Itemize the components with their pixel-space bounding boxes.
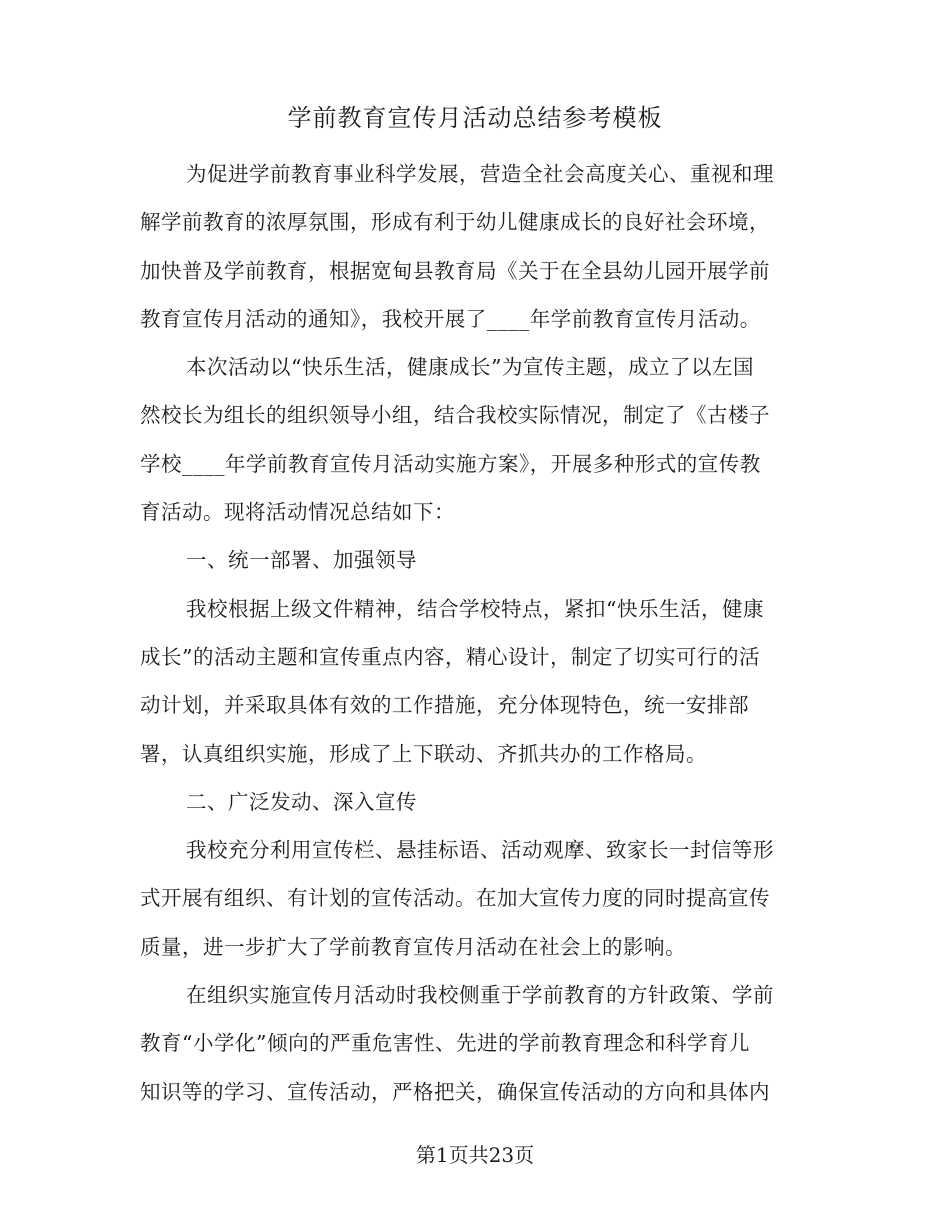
- text-line: 式开展有组织、有计划的宣传活动。在加大宣传力度的同时提高宣传: [140, 886, 770, 911]
- text-line: 教育宣传月活动的通知》，我校开展了____年学前教育宣传月活动。: [140, 306, 761, 331]
- text-line: 知识等的学习、宣传活动，严格把关，确保宣传活动的方向和具体内: [140, 1079, 770, 1104]
- document-body: [140, 150, 805, 1116]
- text-line: 本次活动以“快乐生活，健康成长”为宣传主题，成立了以左国: [186, 355, 754, 380]
- section-heading: 二、广泛发动、深入宣传: [186, 789, 417, 814]
- text-line: 然校长为组长的组织领导小组，结合我校实际情况，制定了《古楼子: [140, 403, 770, 428]
- text-line: 解学前教育的浓厚氛围，形成有利于幼儿健康成长的良好社会环境，: [140, 210, 770, 235]
- text-line: 教育“小学化”倾向的严重危害性、先进的学前教育理念和科学育儿: [140, 1031, 750, 1056]
- text-line: 署，认真组织实施，形成了上下联动、齐抓共办的工作格局。: [140, 741, 707, 766]
- text-line: 育活动。现将活动情况总结如下：: [140, 500, 455, 525]
- text-line: 我校根据上级文件精神，结合学校特点，紧扣“快乐生活，健康: [186, 596, 764, 621]
- text-line: 在组织实施宣传月活动时我校侧重于学前教育的方针政策、学前: [186, 983, 774, 1008]
- text-line: 成长”的活动主题和宣传重点内容，精心设计，制定了切实可行的活: [140, 644, 760, 669]
- page-number-footer: 第1页共23页: [415, 1143, 535, 1167]
- text-line: 动计划，并采取具体有效的工作措施，充分体现特色，统一安排部: [140, 693, 749, 718]
- section-heading: 一、统一部署、加强领导: [186, 548, 417, 573]
- text-line: 质量，进一步扩大了学前教育宣传月活动在社会上的影响。: [140, 934, 686, 959]
- text-line: 为促进学前教育事业科学发展，营造全社会高度关心、重视和理: [186, 162, 774, 186]
- text-line: 加快普及学前教育，根据宽甸县教育局《关于在全县幼儿园开展学前: [140, 258, 770, 283]
- document-title: 学前教育宣传月活动总结参考模板: [287, 104, 663, 132]
- text-line: 我校充分利用宣传栏、悬挂标语、活动观摩、致家长一封信等形: [186, 838, 774, 863]
- text-line: 学校____年学前教育宣传月活动实施方案》，开展多种形式的宣传教: [140, 451, 761, 476]
